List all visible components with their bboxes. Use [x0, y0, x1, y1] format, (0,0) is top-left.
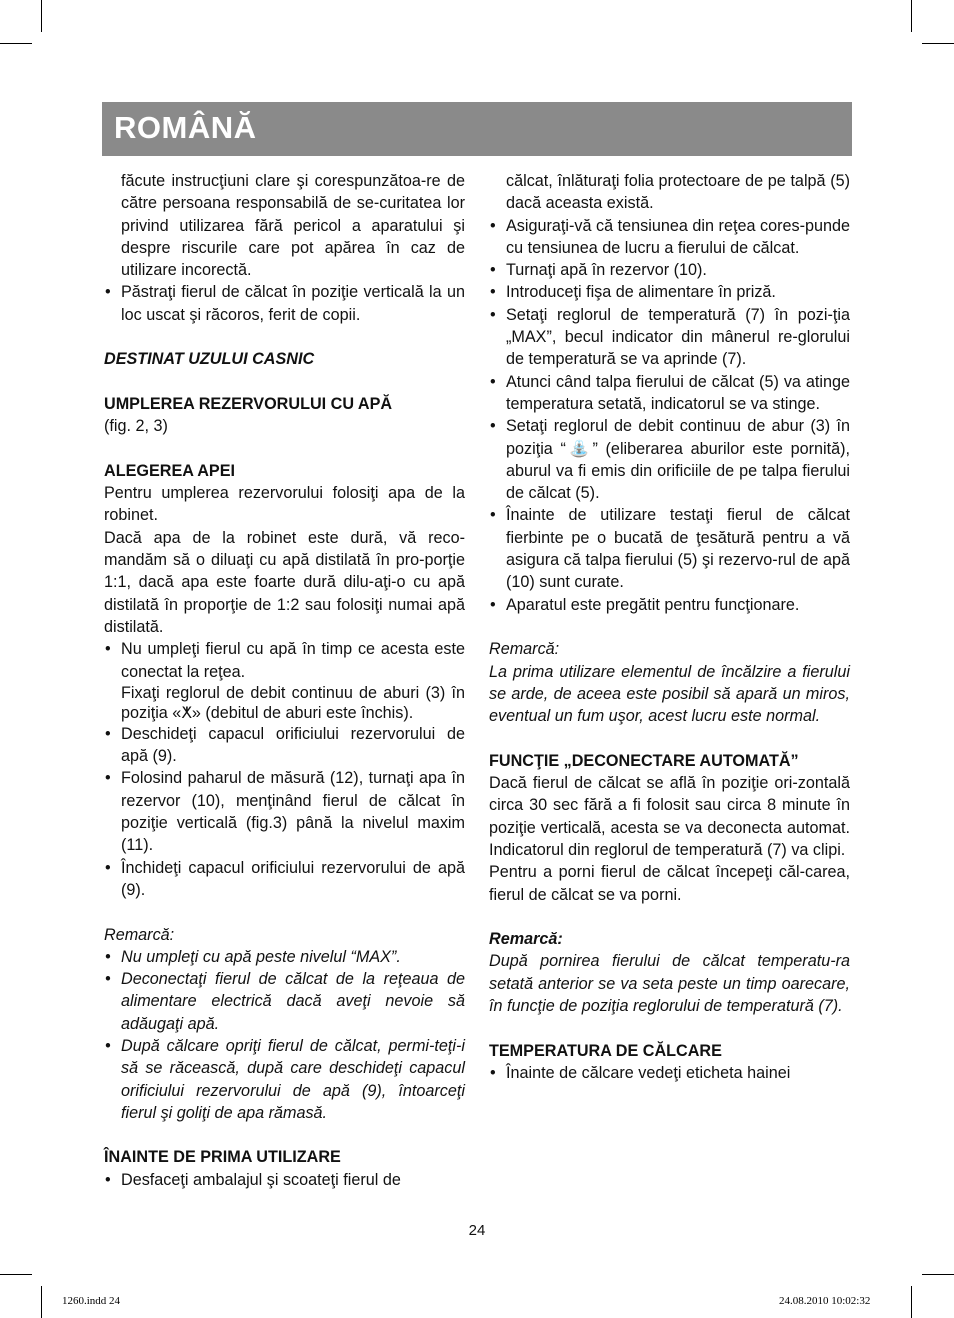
list-item: • Turnaţi apă în rezervor (10). — [489, 259, 850, 281]
auto-off-paragraph-2: Pentru a porni fierul de călcat începeţi căl-carea, fierul de călcat se va porni. — [489, 863, 850, 904]
file-name: 1260.indd 24 — [62, 1295, 121, 1307]
list-item: • Înainte de utilizare testaţi fierul de călcat fierbinte pe o bucată de ţesătură pentru a vă asigura că talpa fierului (5) şi rezervo-rul de apă (10) sunt curate. — [489, 504, 850, 593]
list-item: • Nu umpleţi fierul cu apă în timp ce acesta este conectat la reţea. — [104, 638, 465, 683]
crop-mark — [922, 1274, 954, 1275]
remark-text: La prima utilizare elementul de încălzire a fierului se arde, de aceea este posibil să apară un miros, eventual un fum uşor, acest lucru este normal. — [489, 662, 850, 726]
list-item: • Setaţi reglorul de debit continuu de abur (3) în poziţia “⛲” (eliberarea aburilor este pornită), aburul va fi emis din orificiile de pe talpa fierului de călcat (5). — [489, 415, 850, 504]
first-use-heading: ÎNAINTE DE PRIMA UTILIZARE — [104, 1148, 341, 1167]
print-timestamp: 24.08.2010 10:02:32 — [779, 1295, 871, 1307]
remark-label: Remarcă: — [104, 925, 175, 944]
list-item: • Desfaceţi ambalajul şi scoateţi fierul de — [104, 1169, 465, 1191]
list-item: • Închideţi capacul orificiului rezervorului de apă (9). — [104, 857, 465, 902]
crop-mark — [0, 43, 32, 44]
crop-mark — [41, 1286, 42, 1318]
crop-mark — [911, 0, 912, 32]
fill-heading: UMPLEREA REZERVORULUI CU APĂ — [104, 394, 393, 413]
crop-mark — [0, 1274, 32, 1275]
page-number: 24 — [468, 1222, 486, 1239]
water-heading: ALEGEREA APEI — [104, 461, 236, 480]
crop-mark — [922, 43, 954, 44]
crop-mark — [41, 0, 42, 32]
language-header — [102, 102, 852, 156]
temperature-heading: TEMPERATURA DE CĂLCARE — [489, 1041, 722, 1060]
list-item: • Aparatul este pregătit pentru funcţionare. — [489, 594, 850, 616]
list-item: • Atunci când talpa fierului de călcat (5) va atinge temperatura setată, indicatorul se va stinge. — [489, 371, 850, 416]
list-item: • Introduceţi fişa de alimentare în priză. — [489, 281, 850, 303]
first-use-continuation: călcat, înlăturaţi folia protectoare de pe talpă (5) dacă aceasta există. — [506, 172, 850, 213]
list-item: • Folosind paharul de măsură (12), turnaţi apa în rezervor (10), menţinând fierul de călcat în poziţie verticală (fig.3) până la nivelul maxim (11). — [104, 767, 465, 856]
remark-item: • Deconectaţi fierul de călcat de la reţeaua de alimentare electrică dacă aveţi nevoie să adăugaţi apă. — [104, 968, 465, 1035]
remark-item: • După călcare opriţi fierul de călcat, permi-teţi-i să se răcească, după care deschideţi capacul orificiului rezervorului de apă (9), întoarceţi fierul şi goliţi de apa rămasă. — [104, 1035, 465, 1124]
language-title: ROMÂNĂ — [114, 110, 257, 145]
remark-label: Remarcă: — [489, 930, 563, 949]
fill-figure-ref: (fig. 2, 3) — [104, 417, 168, 436]
bullet-storage: • Păstraţi fierul de călcat în poziţie verticală la un loc uscat şi răcoros, ferit de copii. — [104, 281, 465, 326]
list-item: • Deschideţi capacul orificiului rezervorului de apă (9). — [104, 723, 465, 768]
water-paragraph-2: Dacă apa de la robinet este dură, vă reco-mandăm să o diluaţi cu apă distilată în pro-porţie 1:1, dacă apa este foarte dură dilu-aţi-o cu apă distilată în proporţie de 1:2 sau folosiţi numai apă distilată. — [104, 528, 465, 636]
remark-text: După pornirea fierului de călcat temperatu-ra setată anterior se va seta peste un timp oarecare, în funcţie de poziţia reglorului de temperatură (7). — [489, 952, 850, 1015]
left-column — [104, 170, 465, 1191]
crop-mark — [911, 1286, 912, 1318]
auto-off-heading: FUNCŢIE „DECONECTARE AUTOMATĂ” — [489, 751, 799, 770]
list-item: • Asiguraţi-vă că tensiunea din reţea cores-punde cu tensiunea de lucru a fierului de călcat. — [489, 215, 850, 260]
steam-note: Fixaţi reglorul de debit continuu de aburi (3) în poziţia «ⵅ» (debitul de aburi este închis). — [121, 683, 465, 722]
water-paragraph-1: Pentru umplerea rezervorului folosiţi apa de la robinet. — [104, 484, 465, 525]
remark-label: Remarcă: — [489, 640, 560, 659]
intro-continuation: făcute instrucţiuni clare şi corespunzătoa-re de către persoana responsabilă de se-curitatea lor privind utilizarea fără pericol a aparatului şi despre riscurile care pot apărea în caz de utilizare incorectă. — [121, 172, 465, 280]
remark-item: • Nu umpleţi cu apă peste nivelul “MAX”. — [104, 946, 465, 968]
auto-off-paragraph-1: Dacă fierul de călcat se află în poziţie ori-zontală circa 30 sec fără a fi folosit sau circa 8 minute în poziţie verticală, acesta se va deconecta automat. Indicatorul din reglorul de temperatură (7) va clipi. — [489, 774, 850, 859]
right-column — [489, 170, 850, 1084]
household-heading: DESTINAT UZULUI CASNIC — [104, 350, 315, 369]
list-item: • Setaţi reglorul de temperatură (7) în pozi-ţia „MAX”, becul indicator din mânerul re-glorului de temperatură se va aprinde (7). — [489, 304, 850, 371]
list-item: • Înainte de călcare vedeţi eticheta hainei — [489, 1062, 850, 1084]
